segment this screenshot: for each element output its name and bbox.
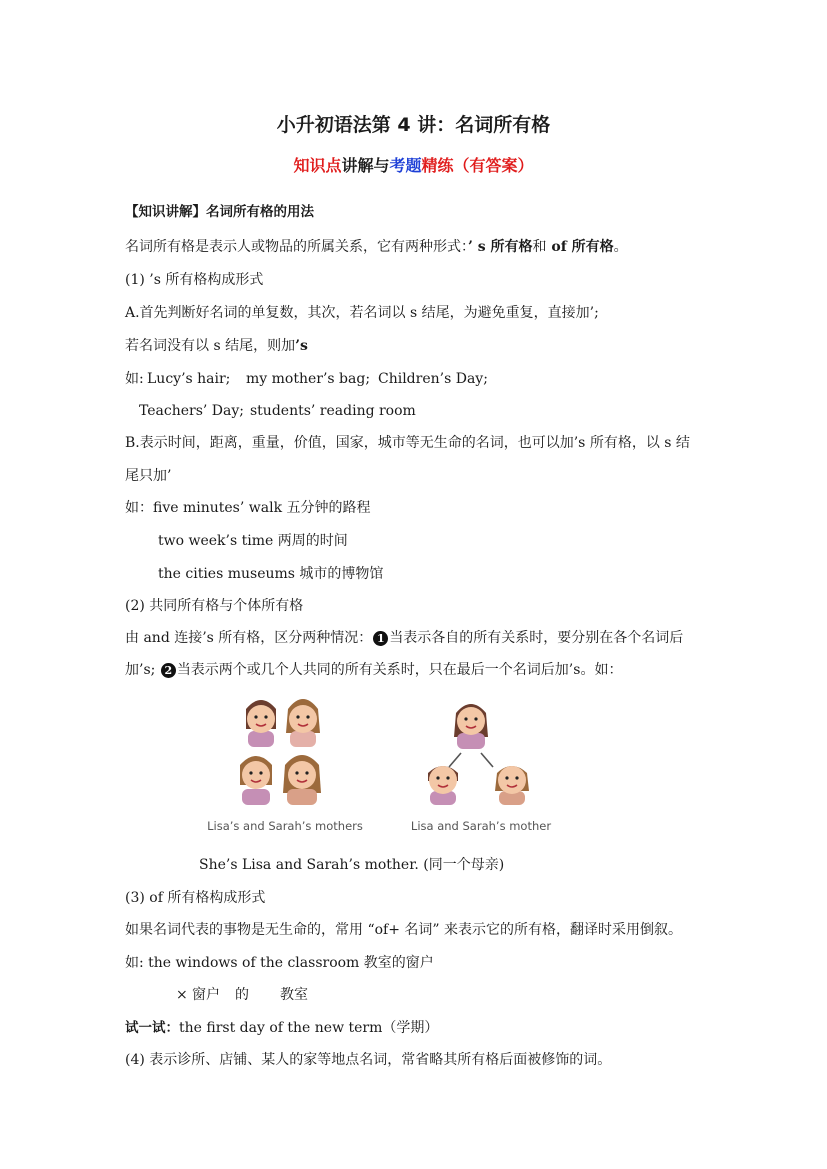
try-it-text: the first day of the new term（学期） bbox=[179, 1020, 439, 1036]
wrong-order-word-2: 的 bbox=[235, 987, 249, 1003]
intro-and: 和 bbox=[532, 239, 547, 255]
heading-4: (4) 表示诊所、店铺、某人的家等地点名词，常省略其所有格后面被修饰的词。 bbox=[125, 1052, 612, 1068]
rule-a-line-2-text: 若名词没有以 s 结尾，则加 bbox=[125, 338, 296, 354]
try-it-line bbox=[125, 1019, 438, 1037]
rule-3-example: 如: the windows of the classroom 教室的窗户 bbox=[125, 955, 434, 971]
relation-lines bbox=[449, 753, 493, 767]
mother-sarah-icon bbox=[283, 755, 321, 805]
mother-lisa-icon bbox=[240, 756, 272, 805]
rule-a-line-2 bbox=[125, 337, 308, 355]
number-2-badge: 2 bbox=[161, 663, 176, 678]
intro-text: 名词所有格是表示人或物品的所属关系，它有两种形式： bbox=[125, 239, 468, 255]
rule-b-example-2: two week’s time 两周的时间 bbox=[158, 533, 348, 549]
shared-mother-icon bbox=[454, 704, 488, 749]
rule-b-line-1: B.表示时间，距离，重量，价值，国家，城市等无生命的名词，也可以加’s 所有格，以 s 结 bbox=[125, 435, 690, 451]
rule-a-line-1: A.首先判断好名词的单复数，其次，若名词以 s 结尾，为避免重复，直接加’; bbox=[125, 305, 599, 321]
rule-2-line-2 bbox=[125, 661, 622, 679]
rule-a-suffix: ’s bbox=[295, 338, 308, 354]
heading-3: (3) of 所有格构成形式 bbox=[125, 890, 266, 906]
wrong-order-word-1: 窗户 bbox=[192, 987, 220, 1003]
rule-b-example-1: five minutes’ walk 五分钟的路程 bbox=[153, 500, 371, 516]
rule-2-line-1-b: 当表示各自的所有关系时，要分别在各个名词后 bbox=[389, 630, 684, 646]
intro-form-s: ’ s 所有格 bbox=[468, 239, 533, 255]
rule-b-example-label: 如： bbox=[125, 500, 153, 516]
try-it-label: 试一试： bbox=[125, 1020, 179, 1036]
girl-sarah-top-icon bbox=[286, 699, 320, 747]
rule-2-line-1 bbox=[125, 629, 683, 647]
number-1-badge: 1 bbox=[373, 631, 388, 646]
girl-sarah-icon bbox=[495, 766, 529, 805]
right-figure-group bbox=[411, 704, 551, 833]
girl-lisa-icon bbox=[428, 766, 458, 805]
girl-lisa-top-icon bbox=[246, 700, 276, 747]
example-2: my mother’s bag; bbox=[246, 371, 371, 387]
rule-b-line-2: 尾只加’ bbox=[125, 468, 172, 484]
intro-paragraph bbox=[125, 238, 628, 256]
section-header: 【知识讲解】名词所有格的用法 bbox=[125, 204, 314, 220]
left-figure-group bbox=[207, 699, 363, 833]
heading-2: (2) 共同所有格与个体所有格 bbox=[125, 598, 304, 614]
rule-2-line-2-a: 加’s; bbox=[125, 662, 160, 678]
subtitle-part-exam: 考题 bbox=[389, 156, 422, 175]
page-title: 小升初语法第 4 讲：名词所有格 bbox=[276, 114, 551, 136]
intro-end: 。 bbox=[613, 239, 628, 255]
heading-1: (1) ’s 所有格构成形式 bbox=[125, 272, 264, 288]
example-5: students’ reading room bbox=[250, 403, 416, 419]
example-label: 如: bbox=[125, 371, 144, 387]
right-figure-caption: Lisa and Sarah’s mother bbox=[410, 819, 552, 833]
left-figure-caption: Lisa’s and Sarah’s mothers bbox=[207, 819, 363, 833]
example-1: Lucy’s hair; bbox=[147, 371, 231, 387]
page-subtitle bbox=[0, 156, 827, 176]
example-4: Teachers’ Day; bbox=[139, 403, 244, 419]
rule-2-line-2-b: 当表示两个或几个人共同的所有关系时，只在最后一个名词后加’s。如： bbox=[176, 662, 623, 678]
subtitle-part-explain: 讲解与 bbox=[341, 156, 390, 175]
wrong-order-word-3: 教室 bbox=[280, 987, 308, 1003]
rule-b-example-3: the cities museums 城市的博物馆 bbox=[158, 566, 384, 582]
intro-form-of: of 所有格 bbox=[546, 239, 614, 255]
figure-sentence: She’s Lisa and Sarah’s mother. (同一个母亲) bbox=[199, 857, 505, 873]
subtitle-part-knowledge: 知识点 bbox=[293, 156, 342, 175]
subtitle-part-practice: 精练（有答案） bbox=[421, 156, 534, 175]
rule-3-line-1: 如果名词代表的事物是无生命的，常用 “of+ 名词” 来表示它的所有格，翻译时采用倒叙。 bbox=[125, 922, 683, 938]
rule-2-line-1-a: 由 and 连接’s 所有格，区分两种情况： bbox=[125, 630, 373, 646]
wrong-order-mark: × bbox=[176, 987, 188, 1003]
example-3: Children’s Day; bbox=[378, 371, 488, 387]
possessive-illustration bbox=[205, 695, 565, 840]
